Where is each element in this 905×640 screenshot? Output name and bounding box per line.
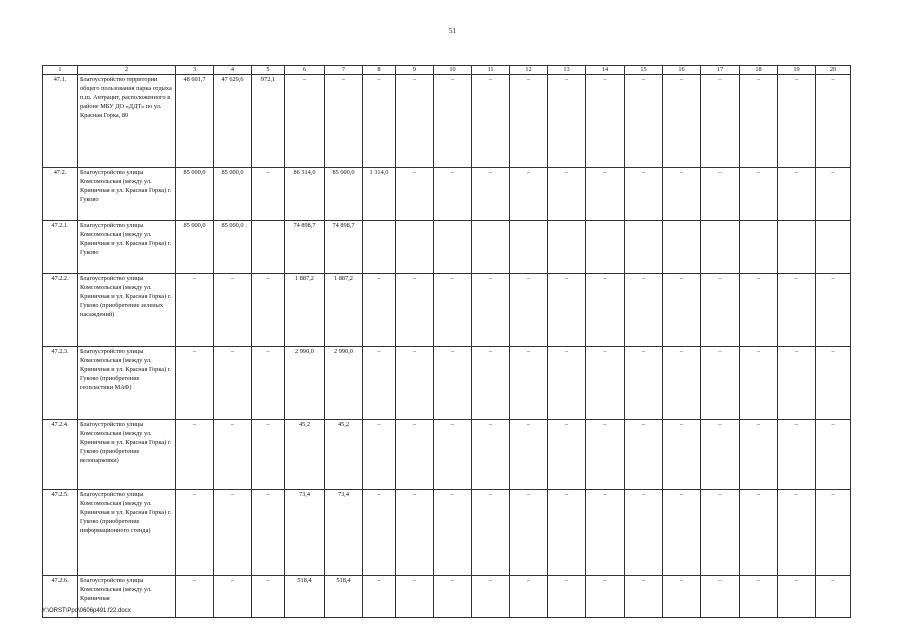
cell-col-15: – xyxy=(625,576,663,618)
cell-col-16: – xyxy=(663,75,701,168)
cell-col-12 xyxy=(510,221,548,274)
cell-col-18 xyxy=(740,221,778,274)
cell-col-13 xyxy=(548,221,586,274)
cell-col-15 xyxy=(625,221,663,274)
cell-c3: – xyxy=(176,420,214,490)
cell-col-10 xyxy=(434,221,472,274)
cell-c4: – xyxy=(214,274,252,347)
header-cell-9: 9 xyxy=(396,66,434,75)
cell-c3: – xyxy=(176,576,214,618)
cell-col-13: – xyxy=(548,75,586,168)
cell-col-11: – xyxy=(472,168,510,221)
cell-col-9: – xyxy=(396,576,434,618)
cell-c6: 86 314,0 xyxy=(285,168,325,221)
table-row xyxy=(43,274,851,347)
cell-c3: – xyxy=(176,490,214,576)
cell-c5: – xyxy=(252,420,285,490)
table-row xyxy=(43,576,851,618)
cell-col-18: – xyxy=(740,347,778,420)
cell-num: 47.2.4. xyxy=(43,420,78,490)
cell-c4: – xyxy=(214,420,252,490)
header-cell-1: 1 xyxy=(43,66,78,75)
cell-col-19: – xyxy=(778,576,816,618)
cell-col-19: – xyxy=(778,168,816,221)
cell-col-11: – xyxy=(472,576,510,618)
cell-c4: 85 000,0 xyxy=(214,221,252,274)
cell-c4: 85 000,0 xyxy=(214,168,252,221)
cell-col-20 xyxy=(816,221,851,274)
cell-c3: – xyxy=(176,347,214,420)
cell-col-16 xyxy=(663,221,701,274)
cell-c5: 972,1 xyxy=(252,75,285,168)
cell-col-18: – xyxy=(740,420,778,490)
cell-col-11: – xyxy=(472,75,510,168)
cell-col-15: – xyxy=(625,490,663,576)
cell-col-14: – xyxy=(586,490,625,576)
cell-col-12: – xyxy=(510,168,548,221)
cell-col-14: – xyxy=(586,274,625,347)
cell-c8: – xyxy=(363,347,396,420)
cell-col-14: – xyxy=(586,420,625,490)
cell-name: Благоустройство улицы Комсомольская (между ул. Криничная и ул. Красная Горка) г. Гуково (приобретение информационного стенда) xyxy=(78,490,176,576)
cell-name: Благоустройство улицы Комсомольская (между ул. Криничная и ул. Красная Горка) г. Гуково (приобретение велопарковки) xyxy=(78,420,176,490)
cell-col-15: – xyxy=(625,75,663,168)
cell-col-20: – xyxy=(816,420,851,490)
cell-col-19: – xyxy=(778,347,816,420)
cell-c4: – xyxy=(214,490,252,576)
cell-col-13: – xyxy=(548,490,586,576)
header-cell-5: 5 xyxy=(252,66,285,75)
header-cell-2: 2 xyxy=(78,66,176,75)
cell-c6: – xyxy=(285,75,325,168)
cell-c7: 45,2 xyxy=(325,420,363,490)
cell-col-15: – xyxy=(625,347,663,420)
cell-col-13: – xyxy=(548,420,586,490)
cell-name: Благоустройство улицы Комсомольская (между ул. Криничная xyxy=(78,576,176,618)
cell-col-19: – xyxy=(778,274,816,347)
cell-col-12: – xyxy=(510,75,548,168)
table-row xyxy=(43,221,851,274)
cell-col-18: – xyxy=(740,75,778,168)
cell-name: Благоустройство улицы Комсомольская (между ул. Криничная и ул. Красная Горка) г. Гуково (приобретение геопластики МАФ) xyxy=(78,347,176,420)
cell-col-14: – xyxy=(586,347,625,420)
cell-c5: – xyxy=(252,490,285,576)
cell-col-9: – xyxy=(396,75,434,168)
cell-col-19: – xyxy=(778,490,816,576)
cell-c6: 45,2 xyxy=(285,420,325,490)
cell-col-16: – xyxy=(663,420,701,490)
header-cell-12: 12 xyxy=(510,66,548,75)
cell-col-13: – xyxy=(548,347,586,420)
cell-num: 47.2. xyxy=(43,168,78,221)
footer-file-path: Y:\ORST\Ppo\0606p491.f22.docx xyxy=(42,608,131,614)
cell-col-16: – xyxy=(663,274,701,347)
cell-col-17 xyxy=(701,221,740,274)
cell-col-12: – xyxy=(510,420,548,490)
cell-col-20: – xyxy=(816,347,851,420)
cell-col-20: – xyxy=(816,576,851,618)
cell-c6: 74 898,7 xyxy=(285,221,325,274)
cell-col-17: – xyxy=(701,420,740,490)
page-number: 51 xyxy=(449,27,456,35)
cell-col-12: – xyxy=(510,274,548,347)
header-cell-18: 18 xyxy=(740,66,778,75)
header-cell-4: 4 xyxy=(214,66,252,75)
cell-col-10: – xyxy=(434,75,472,168)
cell-c3: 85 000,0 xyxy=(176,168,214,221)
cell-col-15: – xyxy=(625,274,663,347)
cell-c5: – xyxy=(252,274,285,347)
cell-col-9 xyxy=(396,221,434,274)
cell-col-9: – xyxy=(396,274,434,347)
cell-num: 47.2.2. xyxy=(43,274,78,347)
header-cell-16: 16 xyxy=(663,66,701,75)
header-cell-7: 7 xyxy=(325,66,363,75)
cell-col-16: – xyxy=(663,576,701,618)
cell-col-12: – xyxy=(510,347,548,420)
header-cell-10: 10 xyxy=(434,66,472,75)
cell-num: 47.2.3. xyxy=(43,347,78,420)
cell-col-14: – xyxy=(586,576,625,618)
cell-col-9: – xyxy=(396,347,434,420)
cell-col-13: – xyxy=(548,274,586,347)
cell-num: 47.2.1. xyxy=(43,221,78,274)
cell-col-19 xyxy=(778,221,816,274)
cell-col-13: – xyxy=(548,576,586,618)
cell-c8: – xyxy=(363,274,396,347)
cell-col-13: – xyxy=(548,168,586,221)
cell-col-17: – xyxy=(701,347,740,420)
cell-c8 xyxy=(363,221,396,274)
cell-c5: – xyxy=(252,576,285,618)
cell-col-16: – xyxy=(663,168,701,221)
cell-c7: 73,4 xyxy=(325,490,363,576)
budget-table xyxy=(42,65,851,618)
cell-c7: 1 887,2 xyxy=(325,274,363,347)
cell-c7: – xyxy=(325,75,363,168)
header-cell-20: 20 xyxy=(816,66,851,75)
header-cell-19: 19 xyxy=(778,66,816,75)
cell-num: 47.2.5. xyxy=(43,490,78,576)
cell-num: 47.1. xyxy=(43,75,78,168)
cell-col-16: – xyxy=(663,347,701,420)
cell-col-20: – xyxy=(816,168,851,221)
header-cell-6: 6 xyxy=(285,66,325,75)
cell-col-10: – xyxy=(434,490,472,576)
cell-col-20: – xyxy=(816,490,851,576)
cell-c4: – xyxy=(214,347,252,420)
header-cell-13: 13 xyxy=(548,66,586,75)
cell-name: Благоустройство улицы Комсомольская (между ул. Криничная и ул. Красная Горка) г. Гуково xyxy=(78,168,176,221)
table-row xyxy=(43,420,851,490)
cell-col-11: – xyxy=(472,274,510,347)
cell-c4: – xyxy=(214,576,252,618)
cell-c8: – xyxy=(363,420,396,490)
cell-name: Благоустройство территории общего пользования парка отдыха п.ш. Антрацит, расположенного в районе МБУ ДО «ДДТ» по ул. Красная Горка, 80 xyxy=(78,75,176,168)
cell-col-9: – xyxy=(396,168,434,221)
cell-col-14: – xyxy=(586,168,625,221)
cell-c5: – xyxy=(252,168,285,221)
cell-col-19: – xyxy=(778,420,816,490)
cell-name: Благоустройство улицы Комсомольская (между ул. Криничная и ул. Красная Горка) г. Гуково (приобретение зеленых насаждений) xyxy=(78,274,176,347)
cell-col-20: – xyxy=(816,75,851,168)
cell-c7: 74 898,7 xyxy=(325,221,363,274)
cell-col-10: – xyxy=(434,347,472,420)
header-cell-17: 17 xyxy=(701,66,740,75)
cell-c3: 48 601,7 xyxy=(176,75,214,168)
table-row xyxy=(43,168,851,221)
cell-col-17: – xyxy=(701,576,740,618)
cell-col-16: – xyxy=(663,490,701,576)
cell-col-10: – xyxy=(434,420,472,490)
cell-col-10: – xyxy=(434,168,472,221)
cell-col-17: – xyxy=(701,168,740,221)
cell-col-19: – xyxy=(778,75,816,168)
cell-c8: – xyxy=(363,576,396,618)
cell-col-11 xyxy=(472,221,510,274)
cell-col-17: – xyxy=(701,274,740,347)
cell-col-14 xyxy=(586,221,625,274)
cell-col-12: – xyxy=(510,576,548,618)
cell-col-17: – xyxy=(701,490,740,576)
cell-col-15: – xyxy=(625,420,663,490)
cell-col-9: – xyxy=(396,420,434,490)
header-row xyxy=(43,66,851,75)
header-cell-14: 14 xyxy=(586,66,625,75)
cell-c5 xyxy=(252,221,285,274)
table-row xyxy=(43,490,851,576)
cell-col-18: – xyxy=(740,576,778,618)
cell-col-11: – xyxy=(472,347,510,420)
cell-c6: 518,4 xyxy=(285,576,325,618)
table-row xyxy=(43,347,851,420)
cell-c8: 1 314,0 xyxy=(363,168,396,221)
cell-c7: 85 000,0 xyxy=(325,168,363,221)
cell-c8: – xyxy=(363,490,396,576)
header-cell-8: 8 xyxy=(363,66,396,75)
cell-num: 47.2.6. xyxy=(43,576,78,618)
cell-col-17: – xyxy=(701,75,740,168)
cell-col-10: – xyxy=(434,576,472,618)
cell-c3: – xyxy=(176,274,214,347)
cell-col-11: – xyxy=(472,490,510,576)
header-cell-15: 15 xyxy=(625,66,663,75)
cell-col-10: – xyxy=(434,274,472,347)
cell-c6: 1 887,2 xyxy=(285,274,325,347)
cell-col-11: – xyxy=(472,420,510,490)
cell-col-9: – xyxy=(396,490,434,576)
cell-c6: 73,4 xyxy=(285,490,325,576)
table-row xyxy=(43,75,851,168)
cell-c8: – xyxy=(363,75,396,168)
cell-col-18: – xyxy=(740,490,778,576)
cell-col-18: – xyxy=(740,274,778,347)
cell-col-14: – xyxy=(586,75,625,168)
cell-name: Благоустройство улицы Комсомольская (между ул. Криничная и ул. Красная Горка) г. Гуково xyxy=(78,221,176,274)
cell-col-20: – xyxy=(816,274,851,347)
cell-c4: 47 629,6 xyxy=(214,75,252,168)
cell-col-15: – xyxy=(625,168,663,221)
cell-c6: 2 990,0 xyxy=(285,347,325,420)
cell-c7: 518,4 xyxy=(325,576,363,618)
cell-c3: 85 000,0 xyxy=(176,221,214,274)
cell-c5: – xyxy=(252,347,285,420)
cell-col-18: – xyxy=(740,168,778,221)
header-cell-3: 3 xyxy=(176,66,214,75)
header-cell-11: 11 xyxy=(472,66,510,75)
cell-col-12: – xyxy=(510,490,548,576)
cell-c7: 2 990,0 xyxy=(325,347,363,420)
